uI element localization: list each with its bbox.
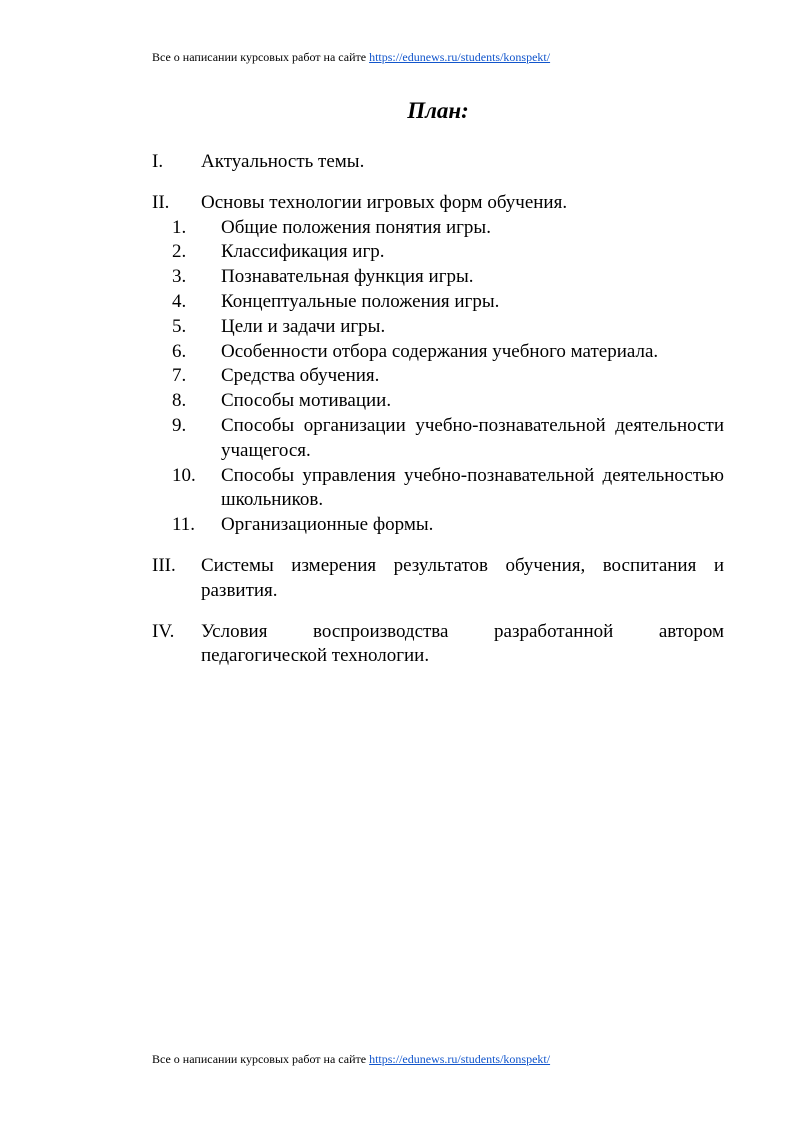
- plan-item-3: [152, 554, 724, 604]
- sub-item: [152, 364, 724, 389]
- sub-item-number: 8.: [172, 390, 187, 412]
- sub-item-number: 7.: [172, 365, 187, 387]
- sub-item-text: Познавательная функция игры.: [221, 266, 474, 288]
- plan-item-text: Актуальность темы.: [201, 151, 365, 172]
- sub-item-number: 10.: [172, 464, 196, 486]
- page-header: [152, 50, 550, 64]
- plan-item-text: Основы технологии игровых форм обучения.: [201, 191, 568, 213]
- sub-item-number: 5.: [172, 315, 187, 337]
- sub-item-text: Цели и задачи игры.: [221, 315, 386, 337]
- plan-item-number: III.: [152, 554, 176, 576]
- sub-item-number: 11.: [172, 514, 196, 536]
- footer-text: Все о написании курсовых работ на сайте: [152, 1052, 370, 1066]
- sub-item: [152, 340, 724, 365]
- header-text: Все о написании курсовых работ на сайте: [152, 50, 370, 64]
- sub-item-text: Средства обучения.: [221, 365, 380, 387]
- sub-item-text: Классификация игр.: [221, 241, 385, 263]
- sub-item: [152, 265, 724, 290]
- sub-item: [152, 240, 724, 265]
- plan-item-number: II.: [152, 191, 170, 213]
- page-footer: [152, 1052, 550, 1066]
- sub-item-text: Организационные формы.: [221, 514, 434, 536]
- plan-item-number: I.: [152, 151, 164, 172]
- footer-link[interactable]: https://edunews.ru/students/konspekt/: [369, 1052, 551, 1066]
- page-title: План:: [407, 98, 469, 123]
- header-link[interactable]: https://edunews.ru/students/konspekt/: [369, 50, 551, 64]
- sub-item: [152, 513, 724, 538]
- sub-item: [152, 216, 724, 241]
- sub-item: [152, 315, 724, 340]
- plan-item-2: [152, 191, 724, 216]
- sub-item-text: Способы управления учебно-познавательной деятельностью школьников.: [221, 464, 724, 511]
- sub-item-number: 4.: [172, 290, 187, 312]
- sub-item-number: 1.: [172, 216, 187, 238]
- plan-list: [152, 150, 724, 669]
- sub-item-text: Способы мотивации.: [221, 390, 392, 412]
- sub-item-number: 6.: [172, 340, 187, 362]
- sub-item-number: 2.: [172, 241, 187, 263]
- plan-item-number: IV.: [152, 620, 175, 642]
- sub-item: [152, 464, 724, 514]
- plan-sublist: [152, 216, 724, 538]
- plan-item-1: [152, 150, 724, 175]
- sub-item-number: 9.: [172, 414, 187, 436]
- sub-item-text: Особенности отбора содержания учебного материала.: [221, 340, 659, 362]
- sub-item-text: Общие положения понятия игры.: [221, 216, 491, 238]
- sub-item-number: 3.: [172, 266, 187, 288]
- sub-item-text: Способы организации учебно-познавательной деятельности учащегося.: [221, 414, 724, 461]
- sub-item: [152, 414, 724, 464]
- sub-item: [152, 389, 724, 414]
- plan-item-text: Системы измерения результатов обучения, воспитания и развития.: [201, 554, 724, 601]
- sub-item: [152, 290, 724, 315]
- sub-item-text: Концептуальные положения игры.: [221, 290, 500, 312]
- plan-item-4: [152, 620, 724, 670]
- plan-item-text: Условия воспроизводства разработанной автором педагогической технологии.: [201, 620, 724, 667]
